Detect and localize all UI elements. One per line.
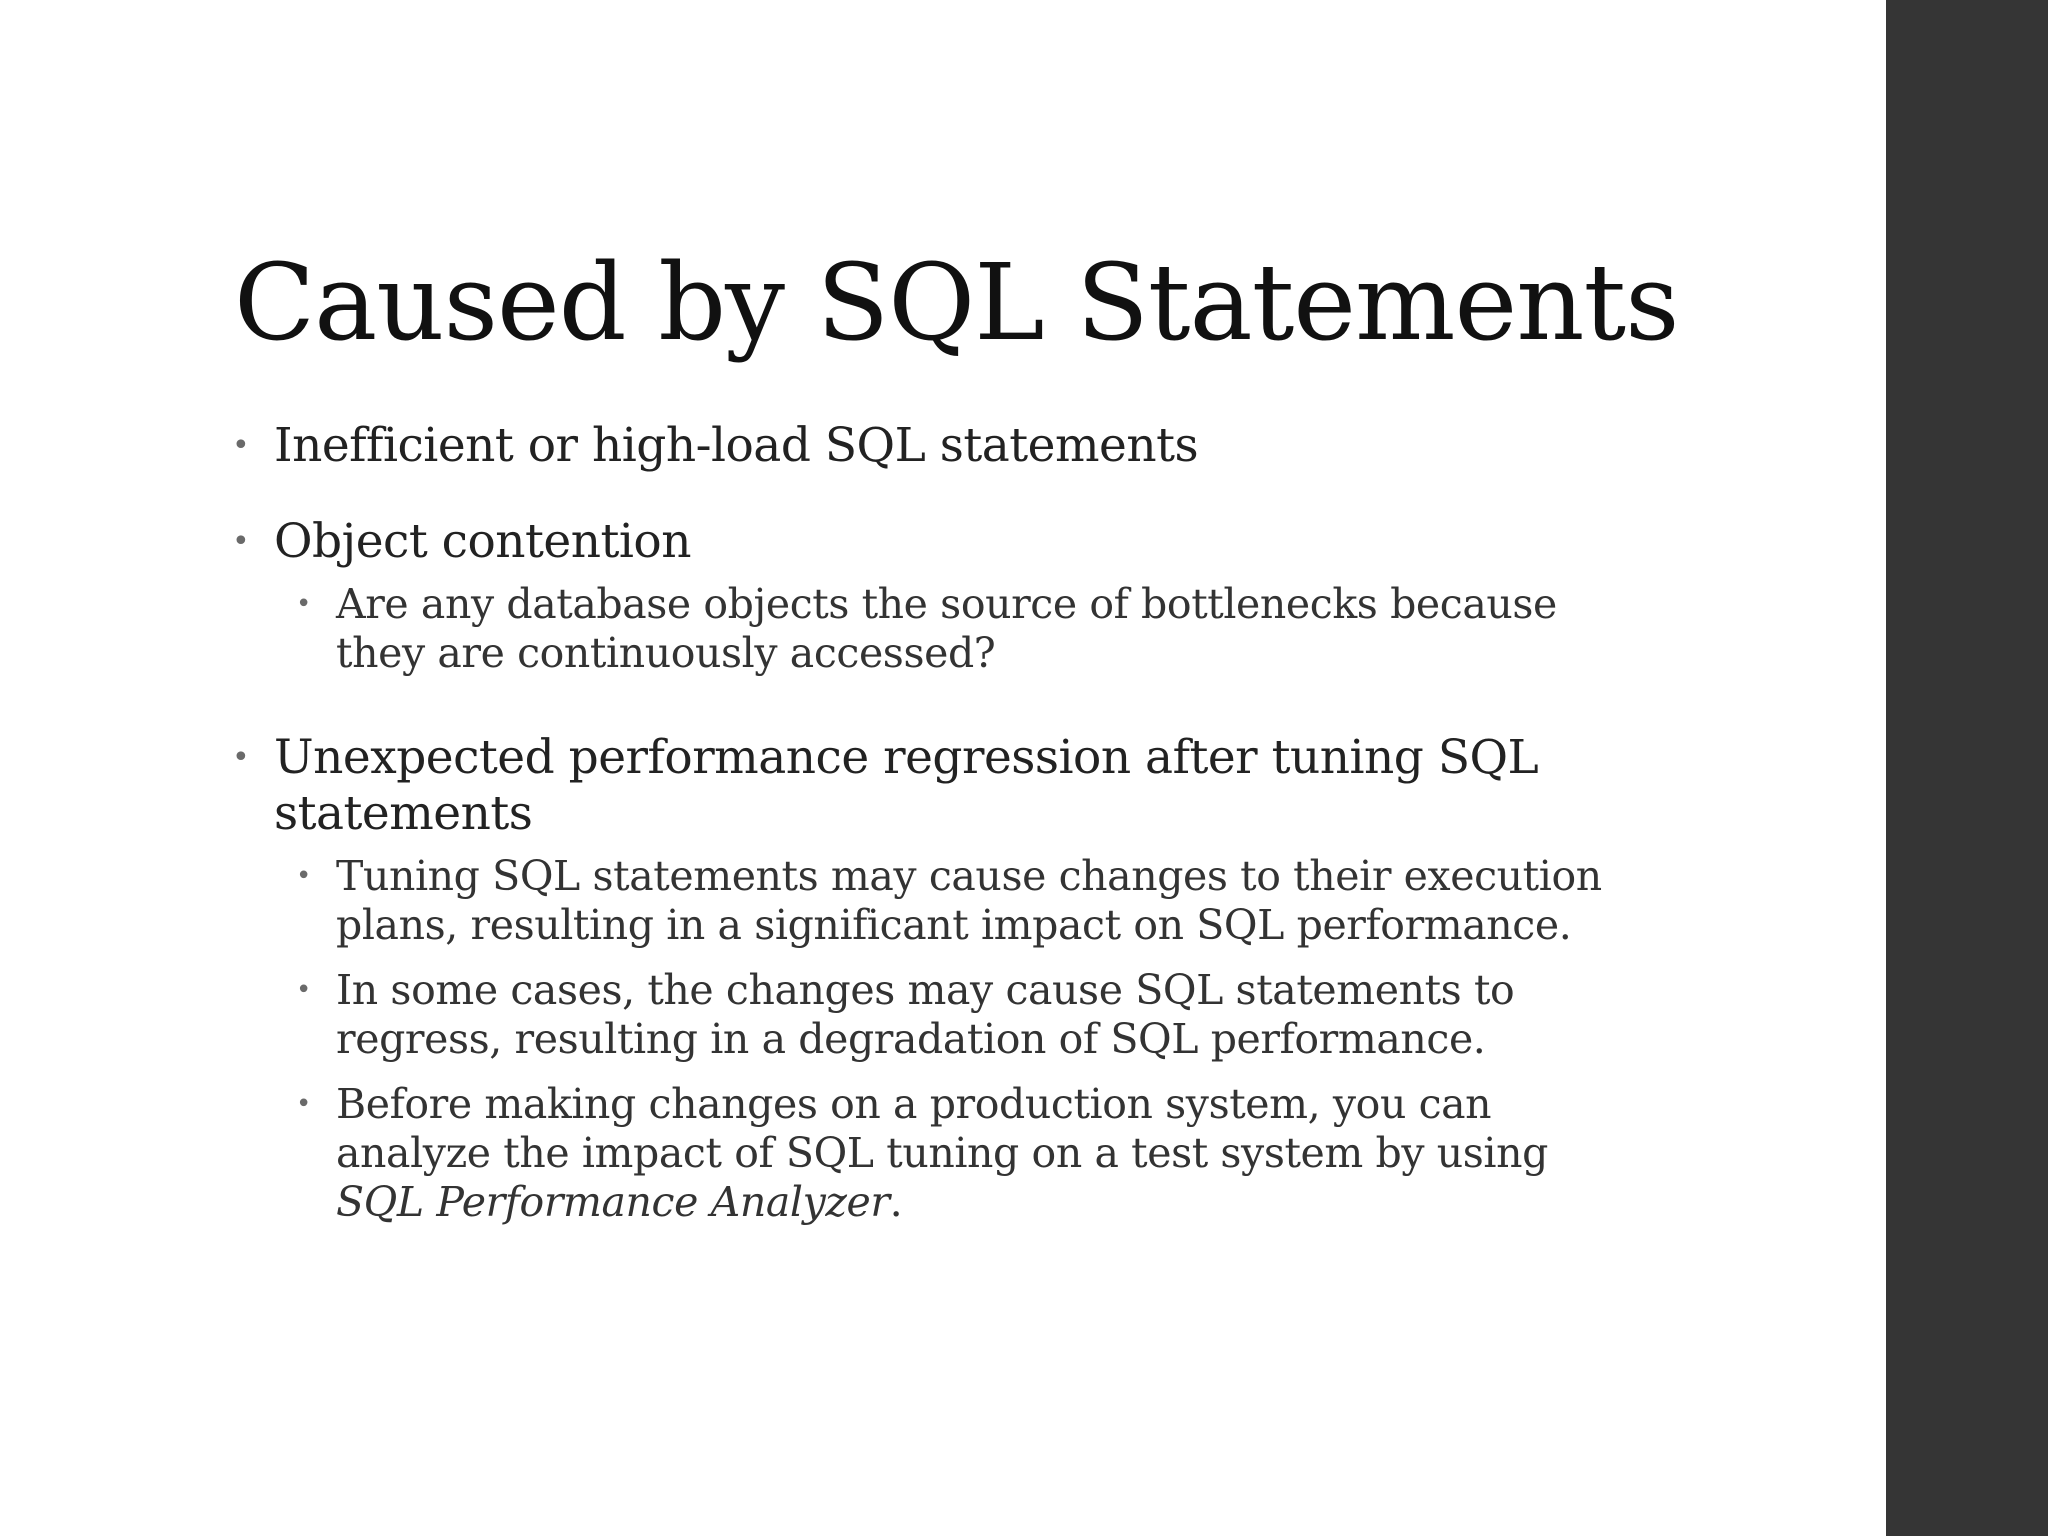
bullet-item <box>232 418 1632 474</box>
bullet-item <box>232 514 1632 570</box>
sub-bullet-text: Are any database objects the source of bottlenecks because they are continuously accessed? <box>336 580 1557 677</box>
sub-bullet-item <box>232 966 1632 1064</box>
sub-bullet-item <box>232 1080 1632 1227</box>
bullet-icon: • <box>296 589 311 619</box>
bullet-item <box>232 730 1632 842</box>
bullet-icon: • <box>232 524 250 559</box>
slide-body <box>232 418 1632 1227</box>
bullet-icon: • <box>296 1089 311 1119</box>
bullet-text: Unexpected performance regression after tuning SQL statements <box>274 730 1539 841</box>
sub-bullet-item <box>232 852 1632 950</box>
bullet-icon: • <box>296 975 311 1005</box>
bullet-icon: • <box>232 428 250 463</box>
bullet-text: Object contention <box>274 514 692 569</box>
sub-bullet-text: Tuning SQL statements may cause changes to their execution plans, resulting in a significant impact on SQL performance. <box>336 852 1602 949</box>
tool-name: SQL Performance Analyzer <box>336 1178 890 1226</box>
side-bar <box>1886 0 2048 1536</box>
slide-title: Caused by SQL Statements <box>234 241 1679 364</box>
sub-bullet-item <box>232 580 1632 678</box>
sub-bullet-text: In some cases, the changes may cause SQL statements to regress, resulting in a degradation of SQL performance. <box>336 966 1515 1063</box>
sub-bullet-text: Before making changes on a production system, you can analyze the impact of SQL tuning on a test system by using <box>336 1080 1548 1177</box>
bullet-text: Inefficient or high-load SQL statements <box>274 418 1199 473</box>
bullet-icon: • <box>232 740 250 775</box>
sub-bullet-suffix: . <box>889 1178 903 1226</box>
bullet-icon: • <box>296 861 311 891</box>
